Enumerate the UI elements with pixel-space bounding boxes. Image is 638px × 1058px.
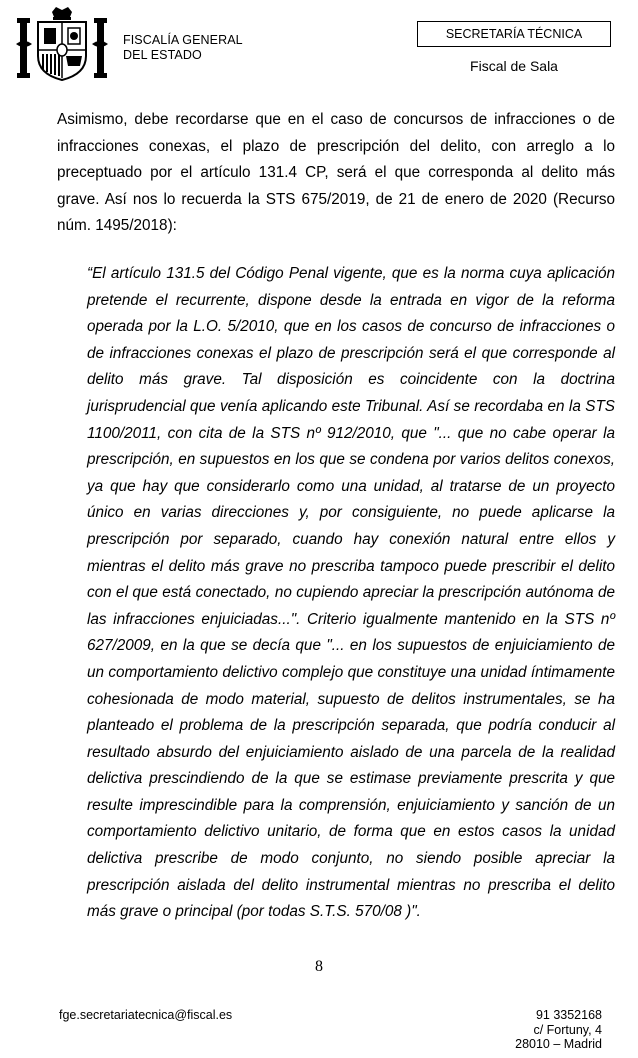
- footer-city: 28010 – Madrid: [515, 1037, 602, 1051]
- org-line-2: DEL ESTADO: [123, 48, 202, 62]
- fiscal-de-sala-label: Fiscal de Sala: [470, 58, 558, 74]
- org-line-1: FISCALÍA GENERAL: [123, 33, 243, 47]
- footer-email: fge.secretariatecnica@fiscal.es: [59, 1008, 233, 1022]
- body-paragraph: Asimismo, debe recordarse que en el caso de concursos de infracciones o de infracciones conexas, el plazo de prescripción del delito, con arreglo a lo preceptuado por el artículo 131.4 CP, será el que corresponda al delito más grave. Así nos lo recuerda la STS 675/2019, de 21 de enero de 2020 (Recurso núm. 1495/2018):: [57, 111, 615, 235]
- quoted-paragraph: “El artículo 131.5 del Código Penal vigente, que es la norma cuya aplicación pretende el recurrente, dispone desde la entrada en vigor de la reforma operada por la L.O. 5/2010, que en los casos de concurso de infracciones o de infracciones conexas el plazo de prescripción será el que corresponde al delito más grave. Tal disposición es coincidente con la doctrina jurisprudencial que venía aplicando este Tribunal. Así se recordaba en la STS 1100/2011, con cita de la STS nº 912/2010, que "... que no cabe operar la prescripción, en supuestos en los que se condena por varios delitos conexos, ya que hay que considerarlo como una unidad, al tratarse de un proyecto único en varias direcciones y, por consiguiente, no puede aplicarse la prescripción por separado, cuando hay conexión natural entre ellos y mientras el delito más grave no prescriba tampoco puede prescribir el delito con el que está conectado, no cupiendo apreciar la prescripción autónoma de las infracciones enjuiciadas...". Criterio igualmente mantenido en la STS nº 627/2009, en la que se decía que "... en los supuestos de enjuiciamiento de un comportamiento delictivo complejo que constituye una unidad íntimamente cohesionada de modo material, supuesto de delitos instrumentales, se ha planteado el problema de la prescripción separada, que podría conducir al resultado absurdo del enjuiciamiento aislado de una parcela de la realidad delictiva prescindiendo de la que se estimase previamente prescrita y que resulte imprescindible para la comprensión, enjuiciamiento y sanción de un comportamiento delictivo unitario, de forma que en estos casos la unidad delictiva prescribe de modo conjunto, no siendo posible apreciar la prescripción aislada del delito instrumental mientras no prescriba el delito más grave o principal (por todas S.T.S. 570/08 )".: [87, 265, 615, 921]
- secretaria-tecnica-label: SECRETARÍA TÉCNICA: [445, 27, 583, 41]
- secretaria-tecnica-box: [417, 21, 611, 47]
- page-number: 8: [315, 958, 323, 975]
- coat-of-arms-icon: [14, 4, 110, 82]
- footer-address: [470, 1008, 602, 1052]
- organization-name: [123, 33, 243, 63]
- footer-phone: 91 3352168: [535, 1008, 602, 1022]
- footer-street: c/ Fortuny, 4: [533, 1022, 602, 1037]
